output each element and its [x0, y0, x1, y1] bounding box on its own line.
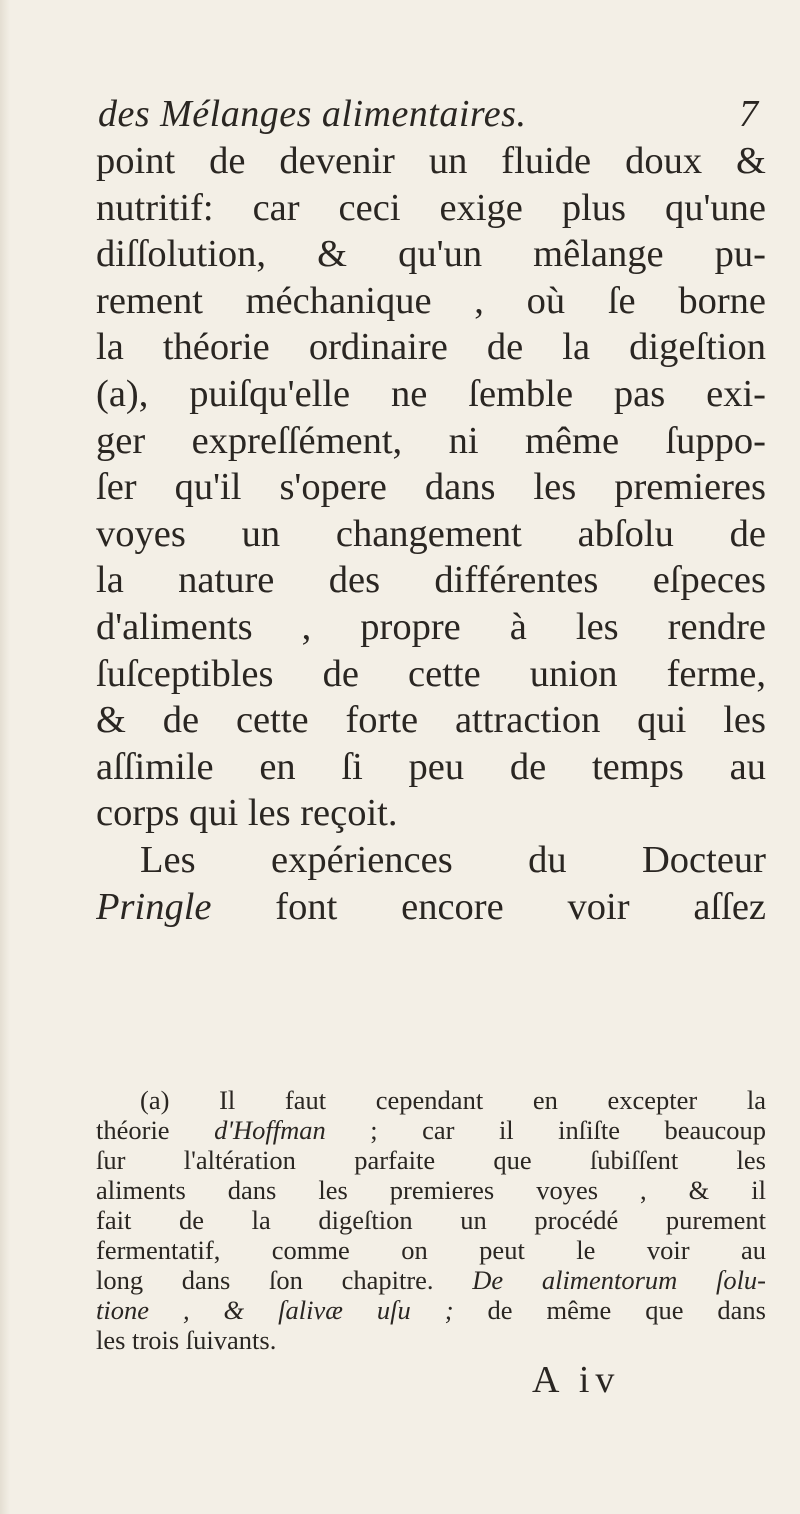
page-binding-edge [0, 0, 10, 1514]
running-title: des Mélanges alimentaires. [98, 93, 527, 135]
footnote-line: les trois ſuivants. [96, 1325, 277, 1355]
footnote-line: fermentatif, comme on peut le voir au [96, 1235, 766, 1265]
text-line: nutritif: car ceci exige plus qu'une [96, 186, 766, 229]
text-line: ſuſceptibles de cette union ferme, [96, 652, 766, 695]
text-line: la théorie ordinaire de la digeſtion [96, 326, 766, 369]
text-line: corps qui les reçoit. [96, 792, 398, 835]
text-line: d'aliments , propre à les rendre [96, 605, 766, 648]
text-line: ſer qu'il s'opere dans les premieres [96, 466, 766, 509]
footnote-line: fait de la digeſtion un procédé purement [96, 1205, 766, 1235]
text-line: ger expreſſément, ni même ſuppo- [96, 419, 766, 462]
text-line: Pringle font encore voir aſſez [96, 885, 766, 928]
footnote-marker: (a) [140, 1085, 170, 1115]
text-line: & de cette forte attraction qui les [96, 699, 766, 742]
text-line: (a), puiſqu'elle ne ſemble pas exi- [96, 372, 766, 415]
footnote-line: théorie d'Hoffman ; car il inſiſte beaucoup [96, 1115, 766, 1145]
footnote-line: long dans ſon chapitre. De alimentorum ſolu- [96, 1265, 766, 1295]
text-line: la nature des différentes eſpeces [96, 559, 766, 602]
text-line: aſſimile en ſi peu de temps au [96, 745, 766, 788]
footnote-line: ſur l'altération parfaite que ſubiſſent les [96, 1145, 766, 1175]
text-line: diſſolution, & qu'un mêlange pu- [96, 233, 766, 276]
footnote-reference: (a), [96, 372, 149, 415]
page-number: 7 [739, 93, 758, 135]
text-line: voyes un changement abſolu de [96, 512, 766, 555]
footnote [96, 1085, 766, 1355]
running-header [98, 92, 758, 142]
text-line: point de devenir un fluide doux & [96, 140, 766, 182]
signature-mark: A iv [532, 1359, 621, 1401]
text-line: rement méchanique , où ſe borne [96, 279, 766, 322]
footnote-line: aliments dans les premieres voyes , & il [96, 1175, 766, 1205]
name-pringle: Pringle [96, 885, 212, 928]
text-line: Les expériences du Docteur [140, 838, 766, 881]
main-text [96, 138, 766, 930]
footnote-line: tione , & ſalivæ uſu ; de même que dans [96, 1295, 766, 1325]
footnote-line: (a) Il faut cependant en excepter la [140, 1085, 766, 1115]
